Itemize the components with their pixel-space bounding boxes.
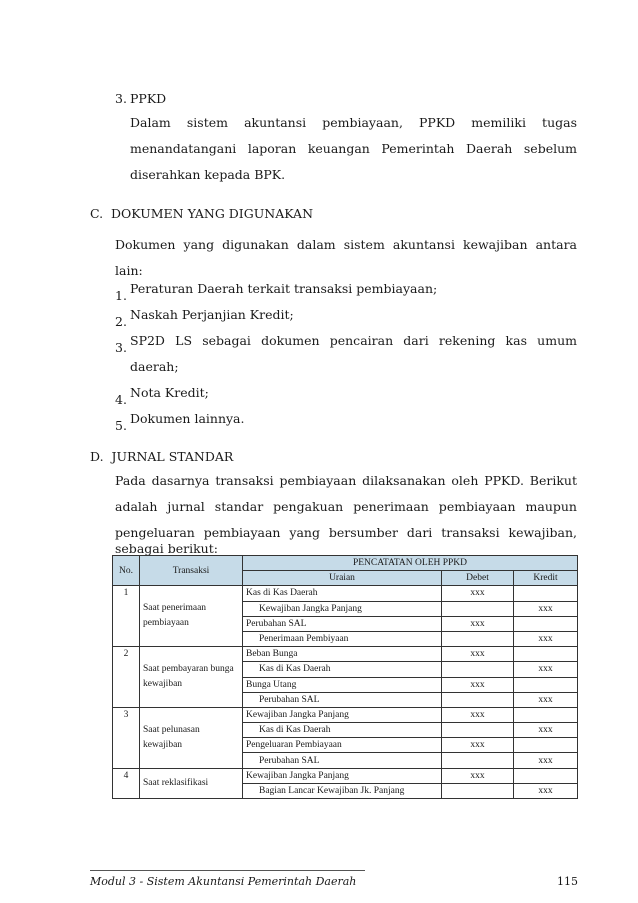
paragraph-line: pengeluaran pembiayaan yang bersumber dari transaksi kewajiban, [115,525,577,540]
list-item: Naskah Perjanjian Kredit; [130,307,294,322]
list-number: 3. [115,340,127,355]
cell-uraian: Kas di Kas Daerah [243,723,442,738]
paragraph-line: diserahkan kepada BPK. [130,167,286,182]
table-row [113,586,578,601]
cell-uraian: Perubahan SAL [243,692,442,707]
list-item: Peraturan Daerah terkait transaksi pembiayaan; [130,281,438,296]
cell-kredit [514,647,578,662]
table-row [113,768,578,783]
cell-uraian: Beban Bunga [243,647,442,662]
cell-debet [442,723,514,738]
list-number: 4. [115,392,127,407]
cell-kredit [514,677,578,692]
header-kredit: Kredit [514,571,578,586]
list-item: Nota Kredit; [130,385,209,400]
cell-no: 2 [113,647,140,708]
item-number: 3. [115,91,127,106]
cell-uraian: Kewajiban Jangka Panjang [243,601,442,616]
cell-transaksi: Saat penerimaan pembiayaan [140,586,243,647]
cell-uraian: Pengeluaran Pembiayaan [243,738,442,753]
cell-kredit: xxx [514,783,578,798]
list-item: Dokumen lainnya. [130,411,245,426]
cell-uraian: Perubahan SAL [243,616,442,631]
item-title: PPKD [130,91,167,106]
cell-debet: xxx [442,647,514,662]
cell-uraian: Bagian Lancar Kewajiban Jk. Panjang [243,783,442,798]
cell-kredit [514,707,578,722]
cell-no: 1 [113,586,140,647]
header-transaksi: Transaksi [140,556,243,586]
cell-uraian: Penerimaan Pembiyaan [243,631,442,646]
cell-kredit [514,586,578,601]
cell-transaksi: Saat reklasifikasi [140,768,243,798]
cell-kredit: xxx [514,601,578,616]
header-pencatatan: PENCATATAN OLEH PPKD [243,556,578,571]
cell-uraian: Kas di Kas Daerah [243,586,442,601]
cell-debet [442,631,514,646]
cell-debet: xxx [442,677,514,692]
list-number: 2. [115,314,127,329]
section-heading: C. DOKUMEN YANG DIGUNAKAN [90,206,314,221]
list-item: daerah; [130,359,179,374]
paragraph-line: Dokumen yang digunakan dalam sistem akuntansi kewajiban antara [115,237,577,252]
cell-debet [442,753,514,768]
paragraph-line: sebagai berikut: [115,541,218,556]
paragraph-line: lain: [115,263,143,278]
cell-debet [442,692,514,707]
footer-page-number: 115 [557,875,578,888]
cell-debet: xxx [442,616,514,631]
cell-kredit [514,768,578,783]
cell-transaksi: Saat pelunasan kewajiban [140,707,243,768]
list-number: 1. [115,288,127,303]
paragraph-line: Dalam sistem akuntansi pembiayaan, PPKD memiliki tugas [130,115,577,130]
table-header-row [113,556,578,571]
cell-debet: xxx [442,738,514,753]
cell-debet: xxx [442,707,514,722]
paragraph-line: menandatangani laporan keuangan Pemerintah Daerah sebelum [130,141,577,156]
cell-debet [442,783,514,798]
paragraph-line: adalah jurnal standar pengakuan penerimaan pembiayaan maupun [115,499,577,514]
journal-table-body [113,586,578,799]
table-row [113,647,578,662]
header-debet: Debet [442,571,514,586]
cell-uraian: Kewajiban Jangka Panjang [243,707,442,722]
header-uraian: Uraian [243,571,442,586]
cell-no: 3 [113,707,140,768]
cell-uraian: Kas di Kas Daerah [243,662,442,677]
section-heading: D. JURNAL STANDAR [90,449,234,464]
cell-kredit: xxx [514,723,578,738]
table-row [113,707,578,722]
cell-kredit: xxx [514,692,578,707]
cell-kredit [514,616,578,631]
cell-debet [442,601,514,616]
list-number: 5. [115,418,127,433]
cell-debet [442,662,514,677]
cell-no: 4 [113,768,140,798]
cell-kredit: xxx [514,631,578,646]
paragraph-line: Pada dasarnya transaksi pembiayaan dilaksanakan oleh PPKD. Berikut [115,473,577,488]
cell-kredit: xxx [514,662,578,677]
cell-transaksi: Saat pembayaran bunga kewajiban [140,647,243,708]
cell-kredit: xxx [514,753,578,768]
cell-kredit [514,738,578,753]
footer-module-title: Modul 3 - Sistem Akuntansi Pemerintah Daerah [90,875,357,888]
header-no: No. [113,556,140,586]
footer-rule [90,870,365,871]
list-item: SP2D LS sebagai dokumen pencairan dari rekening kas umum [130,333,577,348]
cell-uraian: Bunga Utang [243,677,442,692]
cell-uraian: Kewajiban Jangka Panjang [243,768,442,783]
cell-uraian: Perubahan SAL [243,753,442,768]
cell-debet: xxx [442,768,514,783]
journal-table [112,555,578,799]
cell-debet: xxx [442,586,514,601]
